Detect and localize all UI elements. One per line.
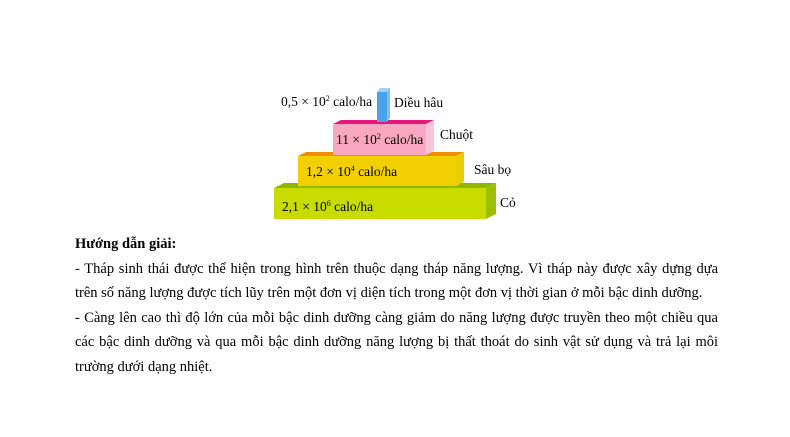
organism-label-insects: Sâu bọ [474,162,512,177]
solution-paragraph-1: - Tháp sinh thái được thể hiện trong hình trên thuộc dạng tháp năng lượng. Vì tháp này được xây dựng dựa trên số năng lượng được tích lũy trên một đơn vị diện tích trong một đơn vị thời gian ở mỗi bậc dinh dưỡng. [75,260,718,301]
organism-label-hawk: Diều hâu [394,95,444,110]
solution-paragraph-2: - Càng lên cao thì độ lớn của mỗi bậc dinh dưỡng càng giảm do năng lượng được truyền theo một chiều qua các bậc dinh dưỡng và qua mỗi bậc dinh dưỡng năng lượng bị thất thoát do sinh vật sử dụng và trả lại môi trường dưới dạng nhiệt. [75,309,718,375]
energy-value-mice: $11 \times 10^2$ calo/ha [336,132,424,147]
organism-label-grass: Cỏ [500,195,516,210]
solution-heading: Hướng dẫn giải: [75,236,177,252]
energy-value-hawk: $0,5 \times 10^2$ calo/ha [281,94,373,109]
energy-value-grass: $2,1 \times 10^6$ calo/ha [282,199,374,214]
organism-label-mice: Chuột [440,127,474,142]
solution-guide [75,232,718,379]
energy-value-insects: $1,2 \times 10^4$ calo/ha [306,164,398,179]
pyramid-level-hawk [377,88,390,122]
